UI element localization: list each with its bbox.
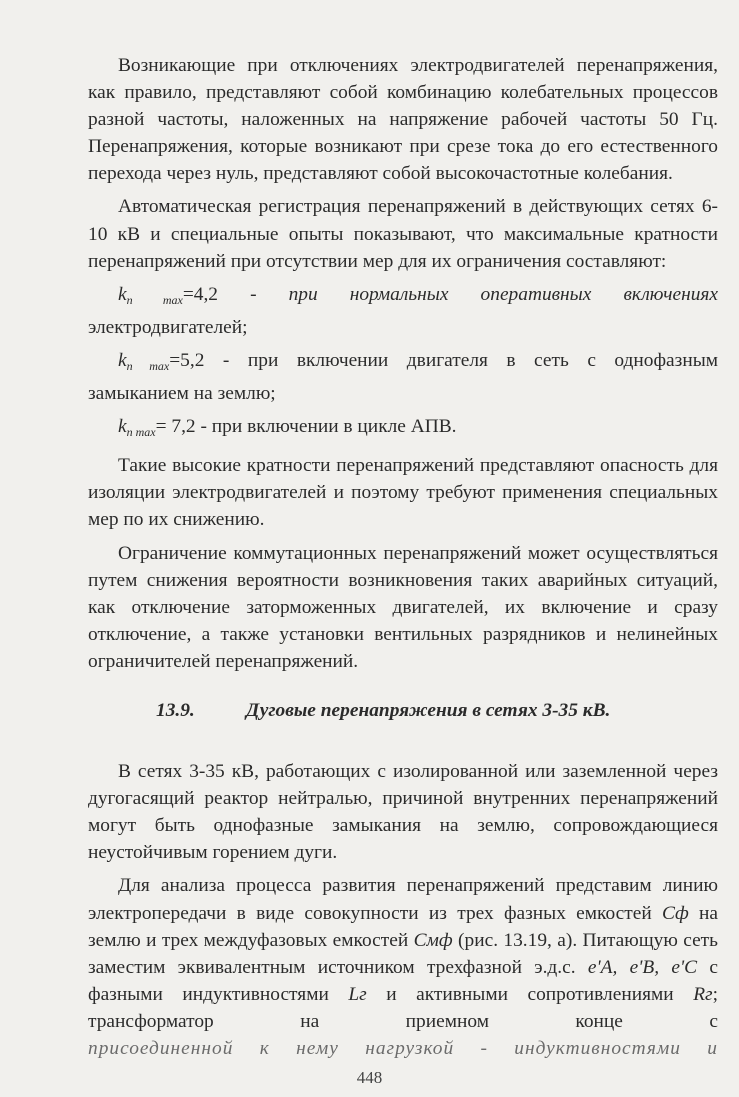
formula-2-value: =5,2 -	[169, 349, 248, 371]
formula-1-symbol: k	[118, 283, 127, 305]
formula-1-text: при нормальных оперативных включениях	[288, 283, 719, 305]
p7-part-d: с фазными индуктивностями	[88, 956, 718, 1005]
section-heading	[88, 697, 718, 724]
l-symbol: Lг	[348, 983, 367, 1005]
page-content	[88, 52, 718, 1068]
formula-3-subscript: n max	[126, 425, 156, 440]
formula-2-symbol: k	[118, 349, 127, 371]
p7-part-b: на землю и трех междуфазовых емкостей	[88, 902, 718, 951]
paragraph-6: В сетях 3-35 кВ, работающих с изолированной или заземленной через дугогасящий реактор нейтралью, причиной внутренних перенапряжений могут быть однофазные замыкания на землю, сопровождающиеся неустойчивым горением дуги.	[88, 761, 718, 864]
page-number: 448	[356, 1068, 383, 1087]
p7-part-c: (рис. 13.19, а). Питающую сеть заместим эквивалентным источником трехфазной э.д.с.	[88, 929, 718, 978]
section-title: Дуговые перенапряжения в сетях 3-35 кВ.	[246, 699, 611, 721]
paragraph-4: Такие высокие кратности перенапряжений представляют опасность для изоляции электродвигателей и поэтому требуют применения специальных мер по их снижению.	[88, 455, 718, 531]
p7-part-f: ; трансформатор на приемном конце с	[88, 983, 718, 1032]
r-symbol: Rг	[693, 983, 713, 1005]
paragraph-1: Возникающие при отключениях электродвигателей перенапряжения, как правило, представляют собой комбинацию колебательных процессов разной частоты, наложенных на напряжение рабочей частоты 50 Гц. Перенапряжения, которые возникают при срезе тока до его естественного перехода через нуль, представляют собой высокочастотные колебания.	[88, 55, 718, 185]
formula-1-subscript: n max	[126, 292, 183, 307]
paragraph-7	[88, 872, 718, 1035]
formula-3	[88, 413, 718, 446]
emf-symbols: e'A, e'B, e'C	[587, 956, 698, 978]
formula-2-subscript: n max	[126, 358, 170, 373]
formula-2-continuation: замыканием на землю;	[88, 383, 276, 405]
formula-3-value: = 7,2 -	[155, 416, 212, 438]
paragraph-5: Ограничение коммутационных перенапряжений может осуществляться путем снижения вероятности возникновения таких аварийных ситуаций, как отключение заторможенных двигателей, их включение и сразу отключение, а также установки вентильных разрядников и нелинейных ограничителей перенапряжений.	[88, 542, 718, 672]
formula-1	[88, 281, 718, 314]
p7-part-e: и активными сопротивлениями	[366, 983, 694, 1005]
formula-3-text: при включении в цикле АПВ.	[211, 416, 457, 438]
paragraph-7-last-line: присоединенной к нему нагрузкой - индуктивностями и	[88, 1038, 718, 1059]
formula-1-continuation: электродвигателей;	[88, 316, 248, 338]
paragraph-2: Автоматическая регистрация перенапряжений в действующих сетях 6-10 кВ и специальные опыты показывают, что максимальные кратности перенапряжений при отсутствии мер для их ограничения составляют:	[88, 196, 718, 272]
c-interphase-symbol: Cмф	[413, 929, 453, 951]
c-phase-symbol: Cф	[662, 902, 689, 924]
section-number: 13.9.	[156, 699, 195, 721]
formula-1-value: =4,2 -	[182, 283, 289, 305]
formula-2-text: при включении двигателя в сеть с однофазным	[247, 349, 718, 371]
p7-part-a: Для анализа процесса развития перенапряжений представим линию электропередачи в виде совокупности из трех фазных емкостей	[88, 875, 718, 924]
formula-2	[88, 347, 718, 380]
formula-3-symbol: k	[118, 416, 127, 438]
